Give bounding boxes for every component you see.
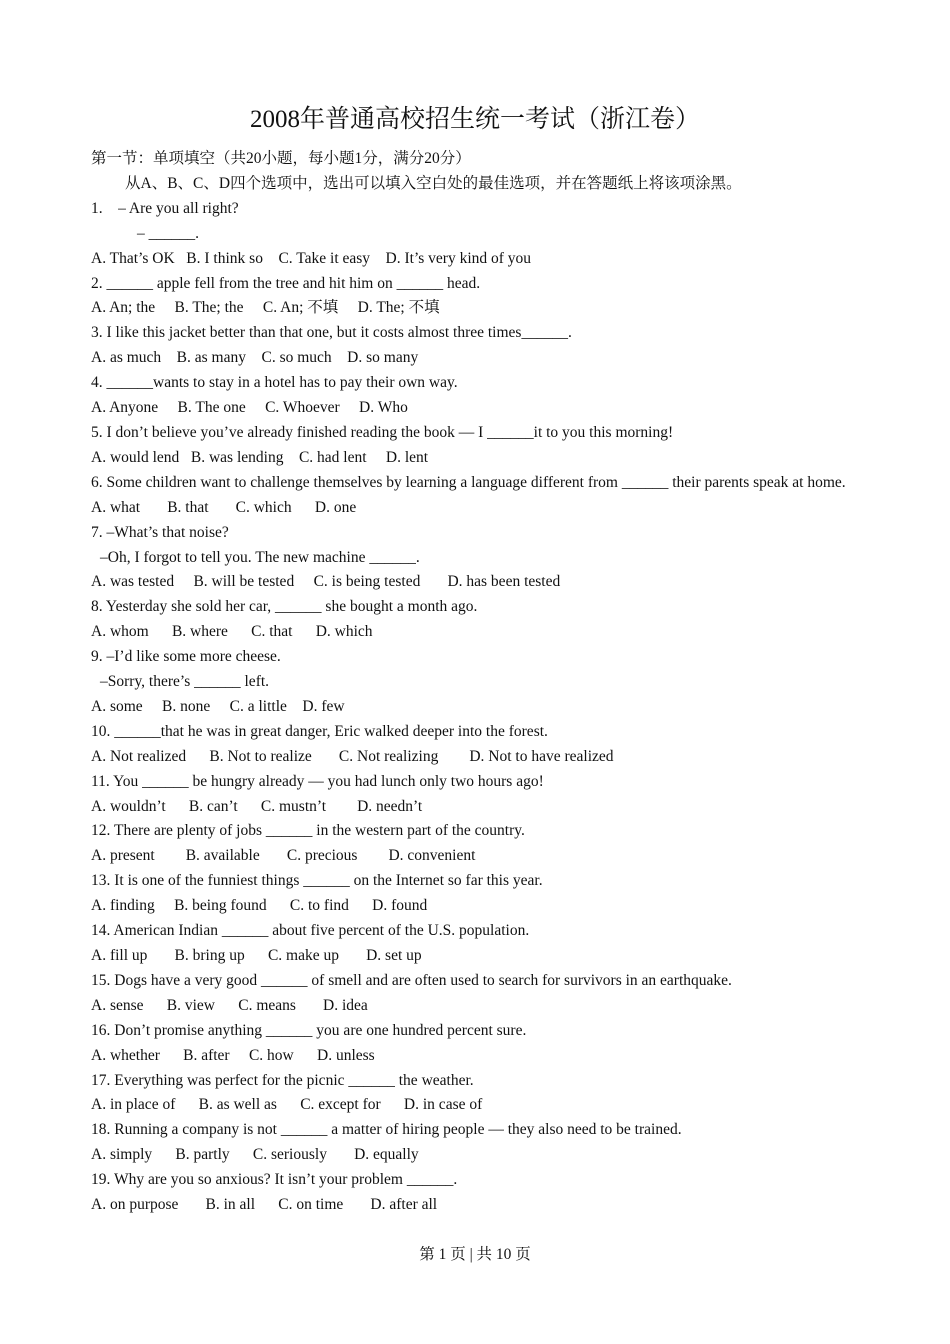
- answer-options: A. fill up B. bring up C. make up D. set up: [91, 947, 422, 964]
- answer-options: A. was tested B. will be tested C. is being tested D. has been tested: [91, 573, 561, 591]
- question-text: 17. Everything was perfect for the picnic ______ the weather.: [91, 1071, 474, 1089]
- answer-options: A. An; the B. The; the C. An; 不填 D. The; 不填: [91, 299, 440, 317]
- answer-options: A. wouldn’t B. can’t C. mustn’t D. needn’t: [91, 797, 423, 815]
- answer-options: A. what B. that C. which D. one: [91, 498, 357, 516]
- answer-options: A. Anyone B. The one C. Whoever D. Who: [91, 399, 408, 417]
- question-text: 7. –What’s that noise?: [91, 523, 229, 541]
- question-text: 1. – Are you all right?: [91, 199, 239, 217]
- question-text: 11. You ______ be hungry already — you had lunch only two hours ago!: [91, 772, 544, 790]
- question-text: 3. I like this jacket better than that one, but it costs almost three times______.: [91, 324, 572, 342]
- question-text: 14. American Indian ______ about five percent of the U.S. population.: [91, 922, 530, 940]
- answer-options: A. present B. available C. precious D. convenient: [91, 847, 476, 865]
- page-title: 2008年普通高校招生统一考试（浙江卷）: [249, 106, 700, 133]
- page-number: 第 1 页 | 共 10 页: [419, 1246, 531, 1263]
- answer-options: A. as much B. as many C. so much D. so many: [91, 349, 419, 367]
- answer-options: A. sense B. view C. means D. idea: [91, 996, 368, 1014]
- question-text: 4. ______wants to stay in a hotel has to pay their own way.: [91, 374, 458, 392]
- question-text: 12. There are plenty of jobs ______ in the western part of the country.: [91, 822, 525, 840]
- question-text: 19. Why are you so anxious? It isn’t your problem ______.: [91, 1171, 458, 1189]
- answer-options: A. in place of B. as well as C. except for D. in case of: [91, 1096, 483, 1114]
- question-text: 8. Yesterday she sold her car, ______ she bought a month ago.: [91, 598, 478, 616]
- answer-options: A. whether B. after C. how D. unless: [91, 1046, 375, 1064]
- question-text: 2. ______ apple fell from the tree and hit him on ______ head.: [91, 274, 481, 292]
- answer-options: A. on purpose B. in all C. on time D. after all: [91, 1196, 438, 1214]
- answer-options: A. would lend B. was lending C. had lent D. lent: [91, 448, 429, 466]
- section-instructions: 从A、B、C、D四个选项中，选出可以填入空白处的最佳选项，并在答题纸上将该项涂黑。: [125, 174, 742, 192]
- question-text: 9. –I’d like some more cheese.: [91, 648, 281, 666]
- question-text: –Sorry, there’s ______ left.: [100, 673, 270, 691]
- question-text: 18. Running a company is not ______ a matter of hiring people — they also need to be trained.: [91, 1121, 682, 1139]
- question-text: 10. ______that he was in great danger, Eric walked deeper into the forest.: [91, 722, 548, 740]
- question-text: 13. It is one of the funniest things ______ on the Internet so far this year.: [91, 872, 543, 890]
- question-content: [91, 147, 859, 1218]
- answer-options: A. That’s OK B. I think so C. Take it easy D. It’s very kind of you: [91, 249, 532, 267]
- answer-options: A. finding B. being found C. to find D. found: [91, 897, 428, 915]
- question-text: – ______.: [137, 224, 199, 242]
- answer-options: A. Not realized B. Not to realize C. Not realizing D. Not to have realized: [91, 747, 614, 765]
- answer-options: A. simply B. partly C. seriously D. equally: [91, 1146, 419, 1164]
- question-text: –Oh, I forgot to tell you. The new machine ______.: [100, 548, 420, 566]
- answer-options: A. whom B. where C. that D. which: [91, 623, 373, 641]
- section-heading: 第一节：单项填空（共20小题，每小题1分，满分20分）: [91, 150, 471, 167]
- question-text: 15. Dogs have a very good ______ of smell and are often used to search for survivors in an earthquake.: [91, 971, 732, 989]
- question-text: 6. Some children want to challenge themselves by learning a language different from ______ their parents speak at home.: [91, 473, 846, 491]
- question-text: 16. Don’t promise anything ______ you are one hundred percent sure.: [91, 1021, 527, 1039]
- answer-options: A. some B. none C. a little D. few: [91, 697, 345, 715]
- question-text: 5. I don’t believe you’ve already finished reading the book — I ______it to you this morning!: [91, 423, 674, 441]
